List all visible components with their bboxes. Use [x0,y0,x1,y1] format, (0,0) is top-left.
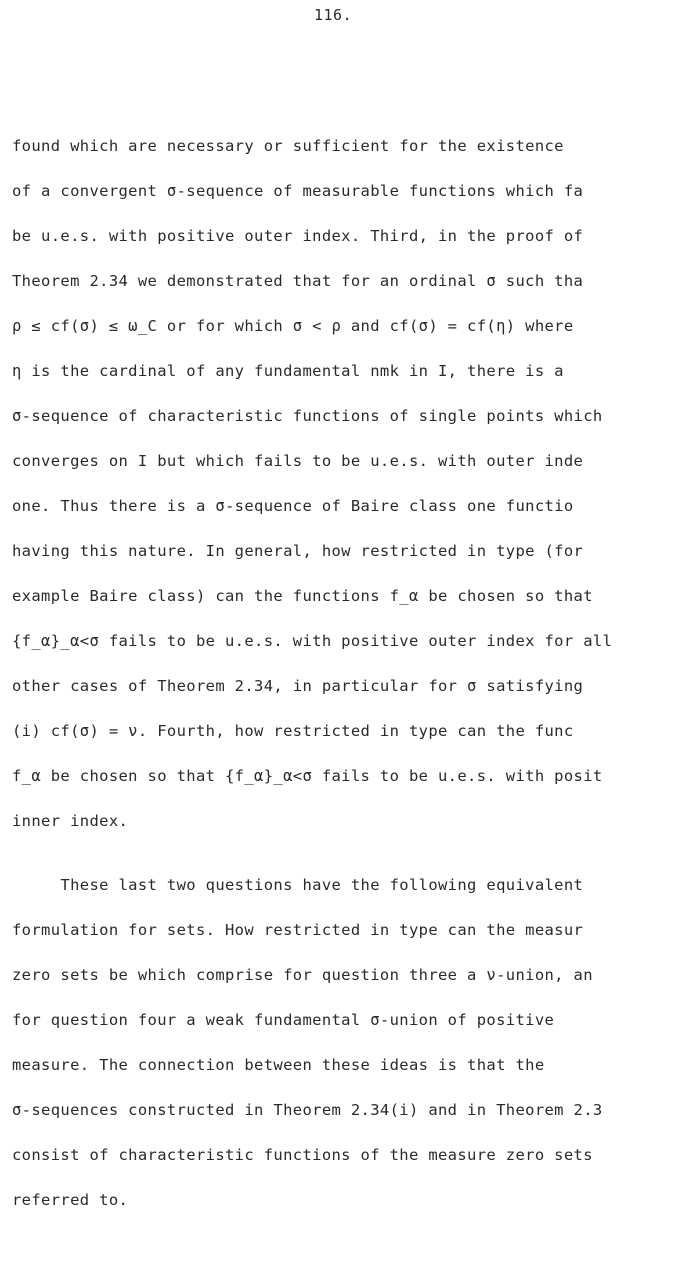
text-line: These last two questions have the following equivalent [12,876,584,894]
text-line: example Baire class) can the functions f_α be chosen so that [12,587,593,605]
text-line: referred to. [12,1191,129,1209]
text-line: measure. The connection between these ideas is that the [12,1056,545,1074]
text-line: {f_α}_α<σ fails to be u.e.s. with positive outer index for all [12,632,613,650]
text-line: one. Thus there is a σ-sequence of Baire class one functio [12,497,574,515]
text-line: inner index. [12,812,129,830]
text-line: (i) cf(σ) = ν. Fourth, how restricted in type can the func [12,722,574,740]
text-line: consist of characteristic functions of the measure zero sets [12,1146,593,1164]
text-line: formulation for sets. How restricted in type can the measur [12,921,584,939]
text-line: η is the cardinal of any fundamental nmk in I, there is a [12,362,564,380]
text-line: σ-sequence of characteristic functions of single points which [12,407,603,425]
text-line: having this nature. In general, how restricted in type (for [12,542,584,560]
text-line: be u.e.s. with positive outer index. Third, in the proof of [12,227,584,245]
text-line: other cases of Theorem 2.34, in particular for σ satisfying [12,677,584,695]
text-line: Theorem 2.34 we demonstrated that for an ordinal σ such tha [12,272,584,290]
text-line: found which are necessary or sufficient for the existence [12,137,564,155]
text-line: f_α be chosen so that {f_α}_α<σ fails to be u.e.s. with posit [12,767,603,785]
text-line: converges on I but which fails to be u.e.s. with outer inde [12,452,584,470]
text-line: for question four a weak fundamental σ-union of positive [12,1011,555,1029]
text-line: σ-sequences constructed in Theorem 2.34(i) and in Theorem 2.3 [12,1101,603,1119]
text-line: zero sets be which comprise for question three a ν-union, an [12,966,593,984]
page-number: 116. [314,6,353,24]
text-line: ρ ≤ cf(σ) ≤ ω_C or for which σ < ρ and cf(σ) = cf(η) where [12,317,574,335]
text-line: of a convergent σ-sequence of measurable functions which fa [12,182,584,200]
